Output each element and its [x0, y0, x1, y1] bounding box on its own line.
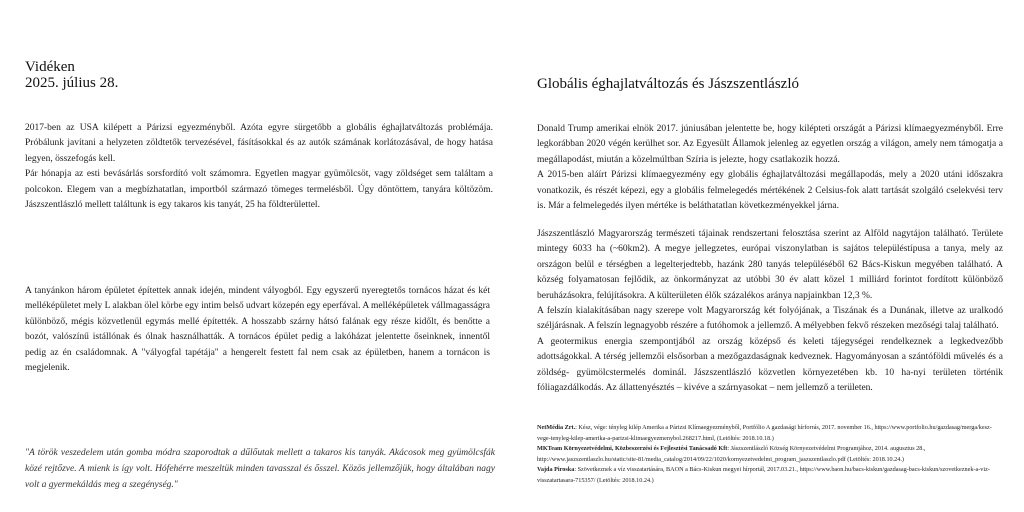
village-paragraph: A felszín kialakításában nagy szerepe volt Magyarország két folyójának, a Tiszának és a Dunának, illetve az uralkodó széljárásnak. A felszín legnagyobb részére a futóhomok a jellemző. A mélyebben fekvő részeken mezőségi talaj található.	[537, 306, 1003, 332]
climate-paragraph: Donald Trump amerikai elnök 2017. júniusában jelentette be, hogy kilépteti országát a Párizsi klímaegyezményből. Erre legkorábban 2020 végén kerülhet sor. Az Egyesült Államok jelenleg az egyetlen ország a világon, amely nem támogatja a megállapodást, miután a közelmúltban Szíria is jelezte, hogy csatlakozik hozzá.	[537, 124, 1003, 165]
intro-text	[25, 121, 493, 213]
article-title: Globális éghajlatváltozás és Jászszentlászló	[537, 76, 799, 92]
reference-author: Vajda Piroska	[537, 466, 575, 474]
reference-author: NetMédia Zrt.	[537, 424, 576, 431]
village-text	[537, 227, 1003, 396]
farm-paragraph: A tanyánkon három épületet építettek annak idején, mindent vályogból. Egy egyszerű nyeregtetős tornácos házat és két melléképületet mely L alakban ölel körbe egy intim belső udvart közepén egy eperfával. A melléképületek vállmagasságra különböző, mégis közvetlenül egymás mellé építették. A hosszabb szárny hátsó falának egy része kidőlt, és benőtte a bozót, valószínű istállónak és ólnak használhatták. A tornácos épület pedig a lakóházat jelentette őseinknek, innentől pedig az én családomnak. A "vályogfal tapétája" a hengerelt festett fal nem csak az épületben, hanem a tornácon is megjelenik.	[25, 286, 490, 374]
place-heading: Vidéken	[25, 59, 75, 75]
references	[537, 423, 1005, 487]
intro-paragraph: 2017-ben az USA kilépett a Párizsi egyezményből. Azóta egyre sürgetőbb a globális éghajlatváltozás problémája. Próbálunk javítani a helyzeten zöldtetők tervezésével, fásításokkal és az autók számának korlátozásával, de hogy hatása legyen, összefogás kell.	[25, 123, 493, 164]
climate-paragraph: A 2015-ben aláírt Párizsi klímaegyezmény egy globális éghajlatváltozási megállapodás, mely a 2020 utáni időszakra vonatkozik, és részét képezi, egy a globális felmelegedés mértékének 2 Celsius-fok alatt tartását szolgáló cselekvési terv is. Már a felmelegedés ilyen mértéke is beláthatatlan következményekkel járna.	[537, 170, 1003, 212]
village-paragraph: A geotermikus energia szempontjából az ország középső és keleti tájegységei rendelkeznek a legkedvezőbb adottságokkal. A térség jellemzői elsősorban a mezőgazdaságnak kedveznek. Hagyományosan a szántóföldi művelés és a zöldség- gyümölcstermelés dominál. Jászszentlászló közvetlen környezetében kb. 10 ha-nyi területen történik fóliagazdálkodás. Az állattenyésztés – kivéve a szárnyasokat – nem jellemző a területen.	[537, 336, 1003, 394]
farm-description	[25, 284, 490, 376]
right-page	[512, 0, 1024, 512]
climate-text	[537, 122, 1003, 214]
reference-text: : Jászszentlászló Község Környezetvédelmi Programjához, 2014. augusztus 28., http://www.jaszszentlaszlo.hu/static/site-81/media_catalog/2014/09/22/1020/kornyezetvedelmi_program_jaszszentlaszlo.pdf (Letöltés: 2018.10.24.)	[537, 445, 926, 463]
reference-text: : Kész, vége: tényleg kilép Amerika a Párizsi Klímaegyezményből, Portfólio A gazdasági hírforrás, 2017. november 16., https://www.portfolio.hu/gazdasag/merga/kesz-vege-tenyleg-kilep-amerika-a-parizsi-klimaegyezmenybol.268217.html, (Letöltés: 2018.10.18.)	[537, 424, 992, 442]
reference-item	[537, 465, 1005, 486]
reference-text: : Szövetkeznek a víz visszatartására, BAON a Bács-Kiskun megyei hírportál, 2017.03.21., https://www.baon.hu/bacs-kiskun/gazdasag-bacs-kiskun/szovetkeznek-a-viz-visszatartasara-715357/ (Letöltés: 2018.10.24.)	[537, 466, 990, 484]
date-heading: 2025. július 28.	[25, 75, 119, 91]
reference-item	[537, 423, 1005, 444]
quote: "A török veszedelem után gomba módra szaporodtak a dűlőutak mellett a takaros kis tanyák. Akácosok meg gyümölcsfák közé rejtőzve. A mienk is így volt. Hófehérre meszeltük minden tavasszal és ősszel. Közös jellemzőjük, hogy általában nagy volt a gyermekáldás meg a szegénység."	[25, 448, 495, 490]
village-paragraph: Jászszentlászló Magyarország természeti tájainak rendszertani felosztása szerint az Alföld nagytájon található. Területe mintegy 6033 ha (~60km2). A megye jellegzetes, európai viszonylatban is sajátos településtípusa a tanya, mely az országon belül e térségben a legelterjedtebb, hazánk 280 tanyás településéből 62 Bács-Kiskun megyében található. A község folyamatosan fejlődik, az önkormányzat az utóbbi 30 év alatt közel 1 milliárd forintot fordított különböző beruházásokra, felújításokra. A külterületen élők százalékos aránya napjainkban 12,3 %.	[537, 229, 1003, 301]
reference-item	[537, 444, 1005, 465]
reference-author: MKTeam Környezetvédelmi, Közbeszerzési és Fejlesztési Tanácsadó Kft	[537, 445, 728, 453]
intro-paragraph: Pár hónapja az esti bevásárlás sorsfordító volt számomra. Egyetlen magyar gyümölcsöt, vagy zöldséget sem találtam a polcokon. Elegem van a megbízhatatlan, importból származó tömeges termelésből. Úgy döntöttem, tanyára költözöm. Jászszentlászló mellett találtunk is egy takaros kis tanyát, 25 ha földterülettel.	[25, 169, 493, 211]
